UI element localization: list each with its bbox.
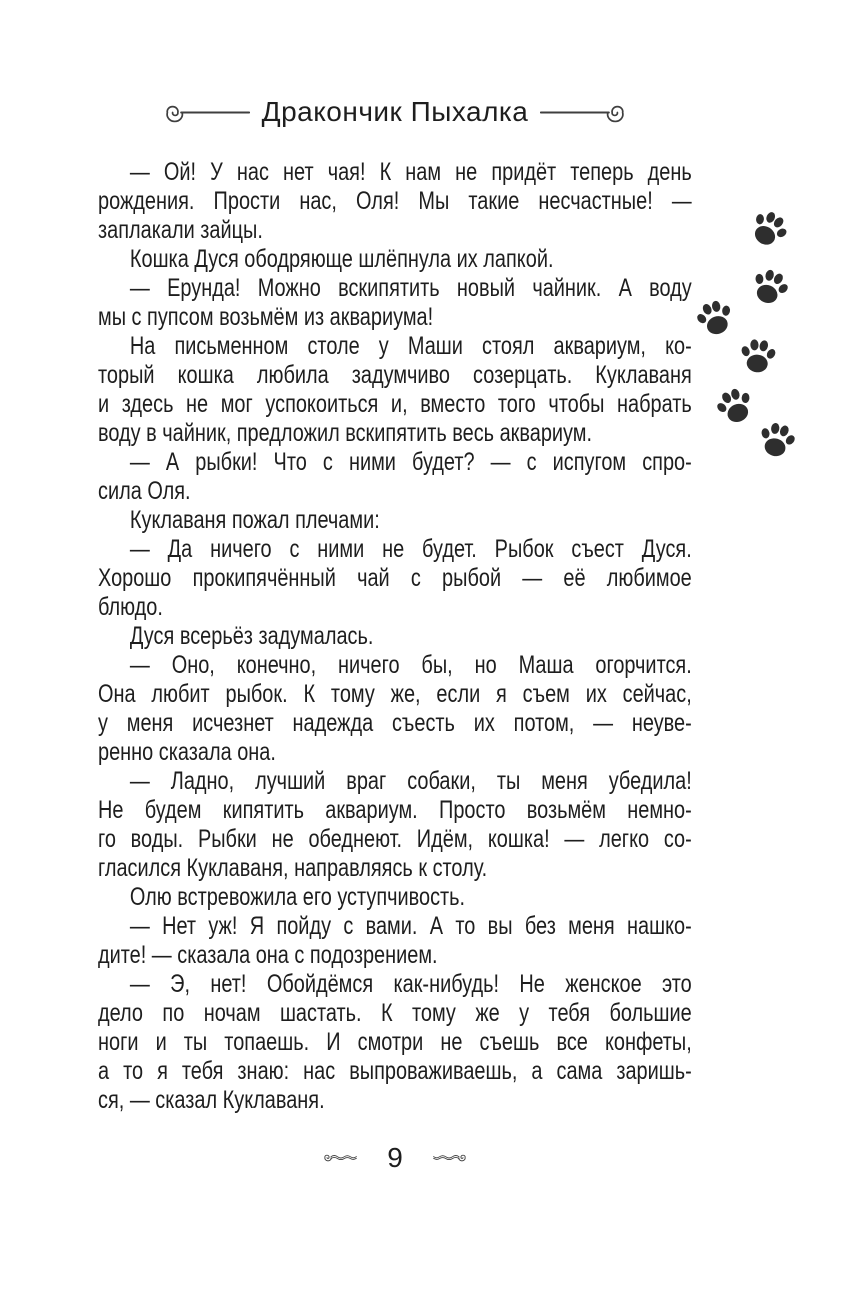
paragraph: [98, 651, 692, 767]
paw-print-icon: [709, 380, 761, 432]
book-title: Дракончик Пыхалка: [261, 96, 529, 127]
spiral-rule-right-icon: [540, 101, 626, 124]
paragraph: [98, 158, 692, 245]
text-line: рождения. Прости нас, Оля! Мы такие несчастные! —: [98, 187, 692, 215]
text-line: торый кошка любила задумчиво созерцать. Куклаваня: [98, 361, 692, 389]
page-number: 9: [387, 1142, 403, 1173]
flourish-right-icon: [433, 1151, 467, 1165]
text-line: ноги и ты топаешь. И смотри не съешь все конфеты,: [98, 1028, 692, 1056]
text-line: дите! — сказала она с подозрением.: [98, 941, 438, 969]
page-text: [98, 158, 692, 1115]
paw-print-icon: [736, 334, 780, 378]
text-line: дело по ночам шастать. К тому же у тебя большие: [98, 999, 692, 1027]
text-line: Хорошо прокипячённый чай с рыбой — её любимое: [98, 564, 692, 592]
paw-print-icon: [744, 261, 796, 313]
text-line: — Ой! У нас нет чая! К нам не придёт теперь день: [129, 158, 692, 186]
text-line: блюдо.: [98, 593, 163, 621]
flourish-left-icon: [323, 1151, 357, 1165]
paw-print-icon: [690, 293, 740, 343]
text-line: гласился Куклаваня, направляясь к столу.: [98, 854, 488, 882]
text-line: Дуся всерьёз задумалась.: [129, 622, 374, 650]
text-line: Не будем кипятить аквариум. Просто возьмём немно-: [98, 796, 692, 824]
paragraph: [98, 970, 692, 1115]
text-line: сила Оля.: [98, 477, 191, 505]
paragraph: [98, 767, 692, 883]
text-line: воду в чайник, предложил вскипятить весь аквариум.: [98, 419, 593, 447]
text-line: — Нет уж! Я пойду с вами. А то вы без меня нашко-: [129, 912, 692, 940]
paragraph: [98, 622, 692, 651]
spiral-rule-left-icon: [164, 101, 250, 124]
text-line: а то я тебя знаю: нас выпроваживаешь, а сама заришь-: [98, 1057, 692, 1085]
text-line: и здесь не мог успокоиться и, вместо того чтобы набрать: [98, 390, 692, 418]
paw-print-icon: [753, 416, 802, 465]
text-line: — Да ничего с ними не будет. Рыбок съест Дуся.: [129, 535, 692, 563]
paragraph: [98, 448, 692, 506]
paragraph: [98, 332, 692, 448]
text-line: го воды. Рыбки не обеднеют. Идём, кошка! — легко со-: [98, 825, 692, 853]
text-line: — Ерунда! Можно вскипятить новый чайник. А воду: [129, 274, 692, 302]
text-line: ренно сказала она.: [98, 738, 276, 766]
paragraph: [98, 274, 692, 332]
text-line: мы с пупсом возьмём из аквариума!: [98, 303, 434, 331]
paragraph: [98, 912, 692, 970]
text-line: у меня исчезнет надежда съесть их потом, — неуве-: [98, 709, 692, 737]
text-line: Олю встревожила его уступчивость.: [129, 883, 466, 911]
text-line: На письменном столе у Маши стоял аквариум, ко-: [129, 332, 692, 360]
paragraph: [98, 506, 692, 535]
text-line: Кошка Дуся ободряюще шлёпнула их лапкой.: [129, 245, 554, 273]
text-line: ся, — сказал Куклаваня.: [98, 1086, 325, 1114]
text-line: Куклаваня пожал плечами:: [129, 506, 380, 534]
text-line: заплакали зайцы.: [98, 216, 263, 244]
paragraph: [98, 245, 692, 274]
text-line: Она любит рыбок. К тому же, если я съем их сейчас,: [98, 680, 692, 708]
text-line: — Э, нет! Обойдёмся как-нибудь! Не женское это: [129, 970, 692, 998]
running-header: [98, 90, 692, 134]
page-footer: [98, 1140, 692, 1176]
text-line: — Оно, конечно, ничего бы, но Маша огорчится.: [129, 651, 692, 679]
paragraph: [98, 535, 692, 622]
text-line: — Ладно, лучший враг собаки, ты меня убедила!: [129, 767, 692, 795]
paw-print-icon: [741, 201, 796, 256]
paragraph: [98, 883, 692, 912]
text-line: — А рыбки! Что с ними будет? — с испугом спро-: [129, 448, 692, 476]
